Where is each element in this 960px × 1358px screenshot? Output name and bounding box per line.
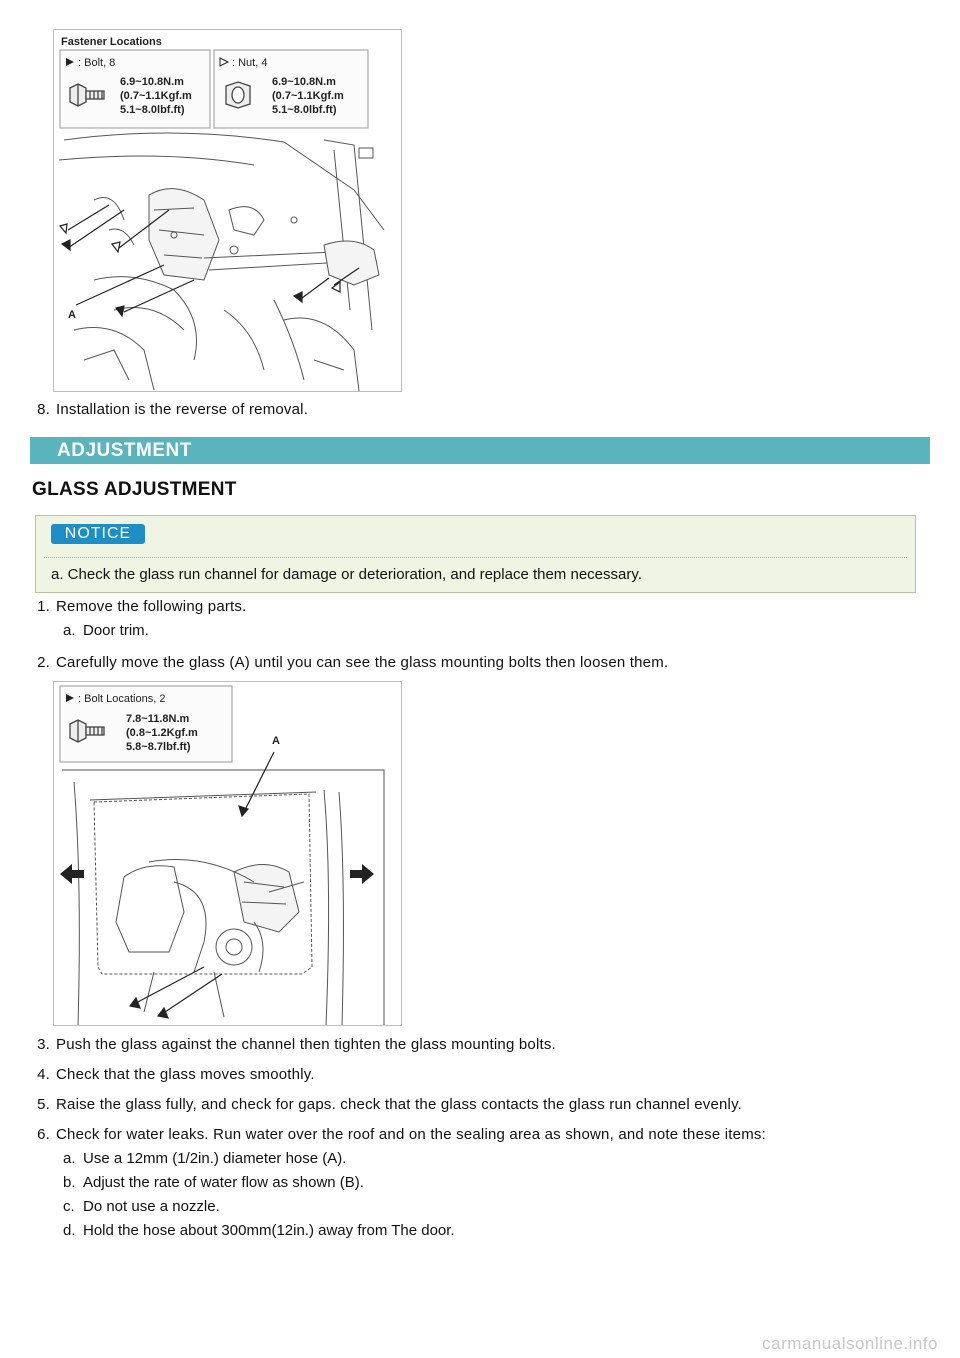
step-2-text: Carefully move the glass (A) until you can see the glass mounting bolts then loosen them. bbox=[56, 654, 669, 671]
step-6-sub-a bbox=[63, 1150, 346, 1167]
step-6-sub-b-text: Adjust the rate of water flow as shown (B). bbox=[83, 1174, 364, 1191]
figure1-bolt-label: : Bolt, 8 bbox=[78, 57, 116, 69]
step-6-text: Check for water leaks. Run water over the roof and on the sealing area as shown, and note these items: bbox=[56, 1126, 766, 1143]
section-heading: GLASS ADJUSTMENT bbox=[32, 479, 237, 500]
step-1-number: 1. bbox=[37, 598, 50, 615]
step-4 bbox=[30, 1066, 315, 1083]
step-8-text: Installation is the reverse of removal. bbox=[56, 401, 309, 418]
step-6-sub-d-letter: d. bbox=[63, 1222, 76, 1239]
step-4-text: Check that the glass moves smoothly. bbox=[56, 1066, 315, 1083]
step-6-sub-c bbox=[63, 1198, 220, 1215]
step-5-number: 5. bbox=[37, 1096, 50, 1113]
section-banner bbox=[30, 437, 930, 464]
step-6-sub-a-text: Use a 12mm (1/2in.) diameter hose (A). bbox=[83, 1150, 347, 1167]
figure1-bolt-torque-2: (0.7~1.1Kgf.m bbox=[120, 90, 192, 102]
step-2-number: 2. bbox=[37, 654, 50, 671]
figure2-callout-a: A bbox=[272, 735, 280, 747]
step-1-sub-a-text: Door trim. bbox=[83, 622, 149, 639]
step-2 bbox=[30, 654, 668, 671]
watermark: carmanualsonline.info bbox=[762, 1334, 938, 1353]
step-6-number: 6. bbox=[37, 1126, 50, 1143]
figure1-bolt-torque-1: 6.9~10.8N.m bbox=[120, 76, 184, 88]
step-1-text: Remove the following parts. bbox=[56, 598, 247, 615]
step-6-sub-c-letter: c. bbox=[63, 1198, 75, 1215]
figure1-bolt-torque-3: 5.1~8.0lbf.ft) bbox=[120, 104, 185, 116]
figure2-torque-2: (0.8~1.2Kgf.m bbox=[126, 727, 198, 739]
step-5-text: Raise the glass fully, and check for gaps. check that the glass contacts the glass run channel evenly. bbox=[56, 1096, 743, 1113]
notice-box bbox=[35, 515, 916, 593]
notice-badge: NOTICE bbox=[51, 524, 145, 544]
step-6-sub-d-text: Hold the hose about 300mm(12in.) away from The door. bbox=[83, 1222, 455, 1239]
step-3-number: 3. bbox=[37, 1036, 50, 1053]
step-4-number: 4. bbox=[37, 1066, 50, 1083]
step-3 bbox=[30, 1036, 556, 1053]
step-6 bbox=[30, 1126, 766, 1143]
figure1-title: Fastener Locations bbox=[61, 36, 162, 48]
section-banner-title: ADJUSTMENT bbox=[57, 440, 192, 461]
step-8 bbox=[30, 401, 308, 418]
step-3-text: Push the glass against the channel then tighten the glass mounting bolts. bbox=[56, 1036, 556, 1053]
figure1-nut-torque-2: (0.7~1.1Kgf.m bbox=[272, 90, 344, 102]
step-1-sub-a bbox=[63, 622, 149, 639]
step-1-sub-a-letter: a. bbox=[63, 622, 76, 639]
figure1-callout-a: A bbox=[68, 309, 76, 321]
figure2-label: : Bolt Locations, 2 bbox=[78, 693, 166, 705]
step-1 bbox=[30, 598, 247, 615]
figure2-torque-1: 7.8~11.8N.m bbox=[126, 713, 190, 725]
figure1-nut-torque-3: 5.1~8.0lbf.ft) bbox=[272, 104, 337, 116]
step-6-sub-d bbox=[63, 1222, 455, 1239]
step-6-sub-a-letter: a. bbox=[63, 1150, 76, 1167]
step-5 bbox=[30, 1096, 742, 1113]
figure1-nut-torque-1: 6.9~10.8N.m bbox=[272, 76, 336, 88]
figure-bolt-locations bbox=[53, 681, 402, 1026]
figure1-nut-label: : Nut, 4 bbox=[232, 57, 268, 69]
step-8-number: 8. bbox=[37, 401, 50, 418]
notice-text: a. Check the glass run channel for damage or deterioration, and replace them necessary. bbox=[51, 566, 642, 583]
step-6-sub-b bbox=[63, 1174, 364, 1191]
step-6-sub-c-text: Do not use a nozzle. bbox=[83, 1198, 220, 1215]
step-6-sub-b-letter: b. bbox=[63, 1174, 76, 1191]
figure2-torque-3: 5.8~8.7lbf.ft) bbox=[126, 741, 191, 753]
figure-fastener-locations bbox=[53, 29, 402, 392]
notice-divider bbox=[44, 557, 907, 558]
nut-icon bbox=[226, 82, 250, 108]
